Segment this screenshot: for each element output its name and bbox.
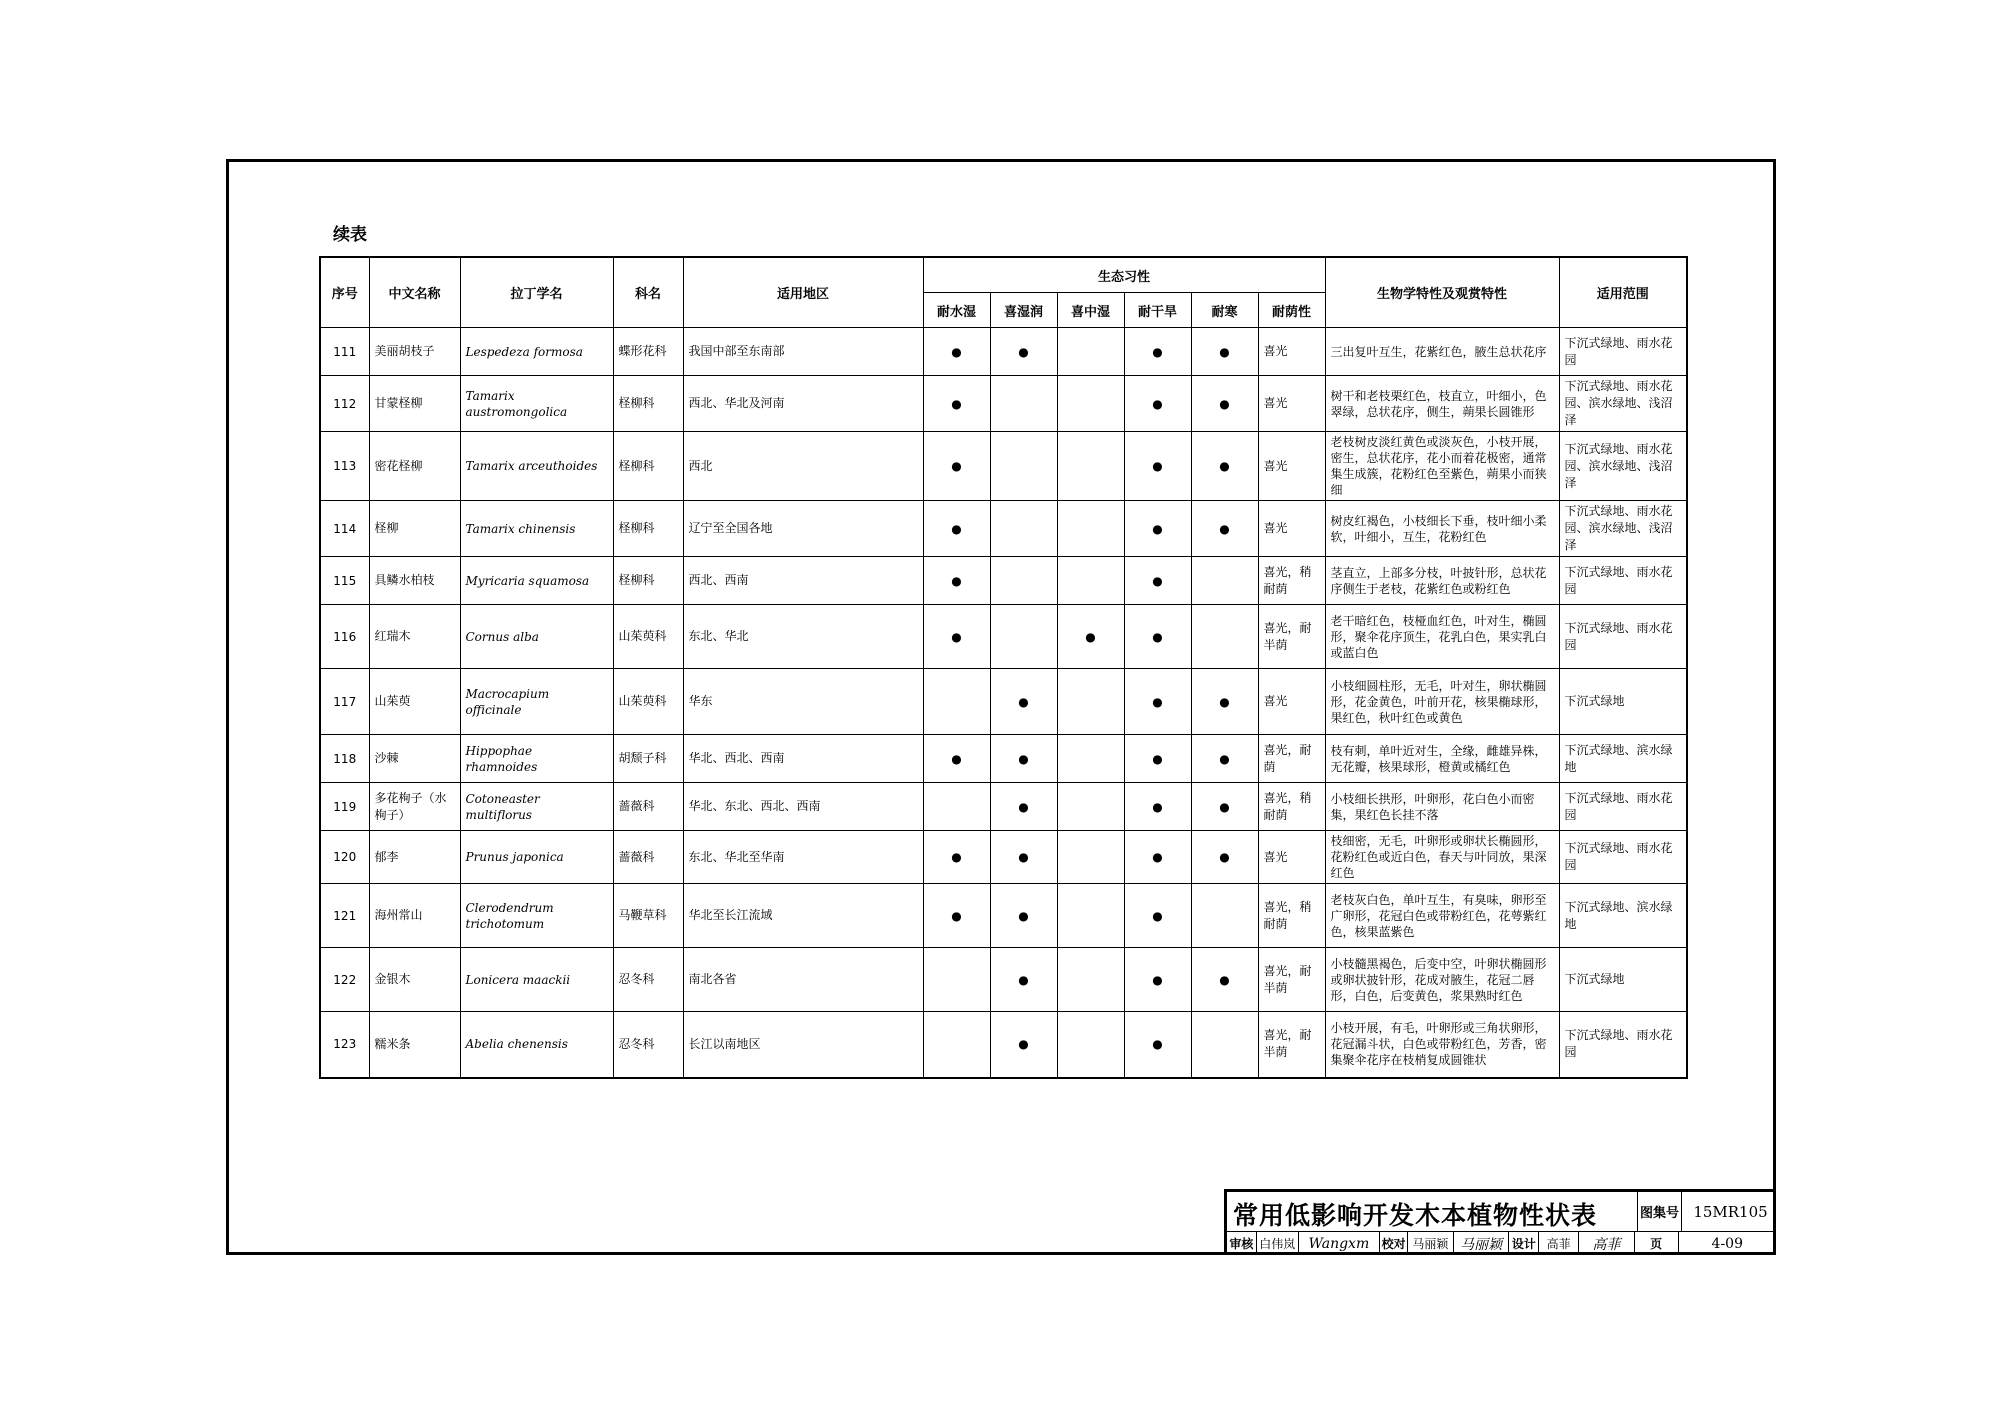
atlas-number: 15MR105: [1681, 1192, 1779, 1231]
table-row: [320, 605, 1687, 669]
table-row: [320, 328, 1687, 376]
chinese-name: 金银木: [369, 948, 460, 1012]
bio-description: 树干和老枝栗红色，枝直立，叶细小，色翠绿，总状花序，侧生，蒴果长圆锥形: [1325, 376, 1559, 432]
applicable-area: 西北、华北及河南: [683, 376, 923, 432]
table-row: [320, 884, 1687, 948]
application-scope: 下沉式绿地、雨水花园: [1559, 328, 1687, 376]
eco-moist-cell: [990, 557, 1057, 605]
eco-drought-cell: ●: [1124, 669, 1191, 735]
family-name: 柽柳科: [613, 501, 683, 557]
table-row: [320, 831, 1687, 884]
table-row: [320, 735, 1687, 783]
applicable-area: 长江以南地区: [683, 1012, 923, 1078]
checker-name: 马丽颖: [1408, 1232, 1454, 1255]
header-eco-medium: 喜中湿: [1057, 293, 1124, 328]
shade-tolerance: 喜光，耐半荫: [1258, 1012, 1325, 1078]
chinese-name: 海州常山: [369, 884, 460, 948]
applicable-area: 华北、东北、西北、西南: [683, 783, 923, 831]
designer-name: 高菲: [1539, 1232, 1579, 1255]
family-name: 马鞭草科: [613, 884, 683, 948]
row-number: 117: [320, 669, 369, 735]
eco-water-cell: ●: [923, 328, 990, 376]
application-scope: 下沉式绿地、雨水花园: [1559, 783, 1687, 831]
eco-cold-cell: ●: [1191, 783, 1258, 831]
eco-drought-cell: ●: [1124, 376, 1191, 432]
reviewer-name: 白伟岚: [1257, 1232, 1299, 1255]
family-name: 山茱萸科: [613, 605, 683, 669]
latin-name: Prunus japonica: [460, 831, 613, 884]
eco-water-cell: ●: [923, 376, 990, 432]
application-scope: 下沉式绿地、雨水花园、滨水绿地、浅沼泽: [1559, 501, 1687, 557]
family-name: 胡颓子科: [613, 735, 683, 783]
bio-description: 小枝细圆柱形，无毛，叶对生，卵状椭圆形，花金黄色，叶前开花，核果椭球形，果红色，秋叶红色或黄色: [1325, 669, 1559, 735]
row-number: 113: [320, 432, 369, 501]
eco-cold-cell: ●: [1191, 328, 1258, 376]
chinese-name: 沙棘: [369, 735, 460, 783]
row-number: 121: [320, 884, 369, 948]
eco-cold-cell: ●: [1191, 669, 1258, 735]
eco-moist-cell: ●: [990, 1012, 1057, 1078]
eco-medium-cell: [1057, 783, 1124, 831]
latin-name: Hippophae rhamnoides: [460, 735, 613, 783]
eco-drought-cell: ●: [1124, 831, 1191, 884]
row-number: 118: [320, 735, 369, 783]
eco-cold-cell: ●: [1191, 501, 1258, 557]
applicable-area: 西北、西南: [683, 557, 923, 605]
family-name: 柽柳科: [613, 557, 683, 605]
latin-name: Lespedeza formosa: [460, 328, 613, 376]
header-eco-cold: 耐寒: [1191, 293, 1258, 328]
chinese-name: 多花栒子（水栒子）: [369, 783, 460, 831]
page-number: 4-09: [1711, 1235, 1743, 1252]
shade-tolerance: 喜光: [1258, 831, 1325, 884]
eco-water-cell: [923, 1012, 990, 1078]
latin-name: Cornus alba: [460, 605, 613, 669]
table-row: [320, 1012, 1687, 1078]
bio-description: 三出复叶互生，花紫红色，腋生总状花序: [1325, 328, 1559, 376]
row-number: 119: [320, 783, 369, 831]
eco-cold-cell: ●: [1191, 948, 1258, 1012]
eco-cold-cell: [1191, 1012, 1258, 1078]
row-number: 123: [320, 1012, 369, 1078]
applicable-area: 华北至长江流域: [683, 884, 923, 948]
title-block-top: [1227, 1192, 1776, 1232]
eco-cold-cell: ●: [1191, 831, 1258, 884]
eco-cold-cell: ●: [1191, 376, 1258, 432]
chinese-name: 美丽胡枝子: [369, 328, 460, 376]
latin-name: Cotoneaster multiflorus: [460, 783, 613, 831]
bio-description: 小枝髓黑褐色，后变中空，叶卵状椭圆形或卵状披针形，花成对腋生，花冠二唇形，白色，后变黄色，浆果熟时红色: [1325, 948, 1559, 1012]
applicable-area: 辽宁至全国各地: [683, 501, 923, 557]
applicable-area: 东北、华北至华南: [683, 831, 923, 884]
family-name: 柽柳科: [613, 432, 683, 501]
row-number: 115: [320, 557, 369, 605]
eco-water-cell: ●: [923, 884, 990, 948]
eco-medium-cell: [1057, 669, 1124, 735]
title-block-bottom: [1227, 1232, 1776, 1258]
shade-tolerance: 喜光，耐半荫: [1258, 948, 1325, 1012]
application-scope: 下沉式绿地、滨水绿地: [1559, 735, 1687, 783]
chinese-name: 红瑞木: [369, 605, 460, 669]
checker-signature: 马丽颖: [1454, 1232, 1510, 1255]
eco-medium-cell: [1057, 328, 1124, 376]
review-label: 审核: [1227, 1232, 1257, 1255]
latin-name: Lonicera maackii: [460, 948, 613, 1012]
eco-medium-cell: [1057, 376, 1124, 432]
bio-description: 老枝树皮淡红黄色或淡灰色，小枝开展，密生，总状花序，花小而着花极密，通常集生成簇，花粉红色至紫色，蒴果小而狭细: [1325, 432, 1559, 501]
family-name: 蔷薇科: [613, 831, 683, 884]
designer-signature: 高菲: [1579, 1232, 1635, 1255]
atlas-label: 图集号: [1637, 1192, 1681, 1231]
family-name: 山茱萸科: [613, 669, 683, 735]
latin-name: Myricaria squamosa: [460, 557, 613, 605]
bio-description: 枝有刺，单叶近对生，全缘，雌雄异株，无花瓣，核果球形，橙黄或橘红色: [1325, 735, 1559, 783]
eco-medium-cell: [1057, 884, 1124, 948]
family-name: 忍冬科: [613, 1012, 683, 1078]
row-number: 114: [320, 501, 369, 557]
eco-moist-cell: ●: [990, 669, 1057, 735]
header-latin: 拉丁学名: [460, 257, 613, 328]
eco-drought-cell: ●: [1124, 1012, 1191, 1078]
eco-drought-cell: ●: [1124, 735, 1191, 783]
header-no: 序号: [320, 257, 369, 328]
header-eco-water: 耐水湿: [923, 293, 990, 328]
application-scope: 下沉式绿地、雨水花园: [1559, 831, 1687, 884]
page-label: 页: [1635, 1232, 1679, 1255]
table-row: [320, 501, 1687, 557]
shade-tolerance: 喜光，稍耐荫: [1258, 783, 1325, 831]
shade-tolerance: 喜光: [1258, 328, 1325, 376]
applicable-area: 南北各省: [683, 948, 923, 1012]
chinese-name: 糯米条: [369, 1012, 460, 1078]
shade-tolerance: 喜光: [1258, 376, 1325, 432]
applicable-area: 我国中部至东南部: [683, 328, 923, 376]
bio-description: 小枝细长拱形，叶卵形，花白色小而密集，果红色长挂不落: [1325, 783, 1559, 831]
reviewer-signature: Wangxm: [1299, 1232, 1381, 1255]
application-scope: 下沉式绿地、雨水花园: [1559, 557, 1687, 605]
eco-medium-cell: [1057, 948, 1124, 1012]
latin-name: Tamarix austromongolica: [460, 376, 613, 432]
eco-medium-cell: [1057, 501, 1124, 557]
eco-moist-cell: [990, 501, 1057, 557]
header-bio: 生物学特性及观赏特性: [1325, 257, 1559, 328]
row-number: 120: [320, 831, 369, 884]
eco-cold-cell: [1191, 557, 1258, 605]
shade-tolerance: 喜光，稍耐荫: [1258, 884, 1325, 948]
application-scope: 下沉式绿地、雨水花园、滨水绿地、浅沼泽: [1559, 432, 1687, 501]
eco-drought-cell: ●: [1124, 884, 1191, 948]
shade-tolerance: 喜光，耐荫: [1258, 735, 1325, 783]
header-eco-drought: 耐干旱: [1124, 293, 1191, 328]
eco-cold-cell: ●: [1191, 432, 1258, 501]
bio-description: 小枝开展，有毛，叶卵形或三角状卵形，花冠漏斗状，白色或带粉红色，芳香，密集聚伞花序在枝梢复成圆锥状: [1325, 1012, 1559, 1078]
eco-water-cell: [923, 669, 990, 735]
bio-description: 枝细密，无毛，叶卵形或卵状长椭圆形，花粉红色或近白色，春天与叶同放，果深红色: [1325, 831, 1559, 884]
shade-tolerance: 喜光，稍耐荫: [1258, 557, 1325, 605]
eco-medium-cell: [1057, 735, 1124, 783]
eco-water-cell: ●: [923, 557, 990, 605]
chinese-name: 密花柽柳: [369, 432, 460, 501]
family-name: 忍冬科: [613, 948, 683, 1012]
eco-drought-cell: ●: [1124, 328, 1191, 376]
latin-name: Tamarix chinensis: [460, 501, 613, 557]
eco-water-cell: ●: [923, 735, 990, 783]
eco-moist-cell: ●: [990, 831, 1057, 884]
eco-moist-cell: ●: [990, 328, 1057, 376]
application-scope: 下沉式绿地、雨水花园、滨水绿地、浅沼泽: [1559, 376, 1687, 432]
title-block: [1224, 1189, 1776, 1255]
bio-description: 树皮红褐色，小枝细长下垂，枝叶细小柔软，叶细小，互生，花粉红色: [1325, 501, 1559, 557]
eco-water-cell: [923, 948, 990, 1012]
plant-rows: [320, 328, 1687, 1078]
latin-name: Abelia chenensis: [460, 1012, 613, 1078]
eco-water-cell: ●: [923, 605, 990, 669]
check-label: 校对: [1380, 1232, 1408, 1255]
latin-name: Clerodendrum trichotomum: [460, 884, 613, 948]
header-area: 适用地区: [683, 257, 923, 328]
eco-water-cell: ●: [923, 432, 990, 501]
application-scope: 下沉式绿地、雨水花园: [1559, 605, 1687, 669]
eco-drought-cell: ●: [1124, 557, 1191, 605]
header-row-1: [320, 257, 1687, 293]
eco-drought-cell: ●: [1124, 501, 1191, 557]
row-number: 122: [320, 948, 369, 1012]
table-row: [320, 783, 1687, 831]
eco-cold-cell: [1191, 605, 1258, 669]
family-name: 蝶形花科: [613, 328, 683, 376]
application-scope: 下沉式绿地、滨水绿地: [1559, 884, 1687, 948]
header-eco-shade: 耐荫性: [1258, 293, 1325, 328]
latin-name: Macrocapium officinale: [460, 669, 613, 735]
shade-tolerance: 喜光: [1258, 669, 1325, 735]
eco-water-cell: [923, 783, 990, 831]
design-label: 设计: [1509, 1232, 1539, 1255]
applicable-area: 西北: [683, 432, 923, 501]
eco-moist-cell: ●: [990, 884, 1057, 948]
shade-tolerance: 喜光，耐半荫: [1258, 605, 1325, 669]
table-row: [320, 432, 1687, 501]
row-number: 116: [320, 605, 369, 669]
chinese-name: 甘蒙柽柳: [369, 376, 460, 432]
bio-description: 老干暗红色，枝桠血红色，叶对生，椭圆形，聚伞花序顶生，花乳白色，果实乳白或蓝白色: [1325, 605, 1559, 669]
eco-drought-cell: ●: [1124, 605, 1191, 669]
table-row: [320, 557, 1687, 605]
applicable-area: 华东: [683, 669, 923, 735]
eco-moist-cell: ●: [990, 948, 1057, 1012]
family-name: 蔷薇科: [613, 783, 683, 831]
application-scope: 下沉式绿地: [1559, 948, 1687, 1012]
applicable-area: 华北、西北、西南: [683, 735, 923, 783]
shade-tolerance: 喜光: [1258, 501, 1325, 557]
application-scope: 下沉式绿地: [1559, 669, 1687, 735]
applicable-area: 东北、华北: [683, 605, 923, 669]
eco-water-cell: ●: [923, 501, 990, 557]
chinese-name: 山茱萸: [369, 669, 460, 735]
chinese-name: 具鳞水柏枝: [369, 557, 460, 605]
header-eco-group: 生态习性: [923, 257, 1325, 293]
row-number: 112: [320, 376, 369, 432]
eco-moist-cell: [990, 605, 1057, 669]
eco-moist-cell: [990, 376, 1057, 432]
eco-cold-cell: ●: [1191, 735, 1258, 783]
table-row: [320, 376, 1687, 432]
row-number: 111: [320, 328, 369, 376]
application-scope: 下沉式绿地、雨水花园: [1559, 1012, 1687, 1078]
drawing-title: 常用低影响开发木本植物性状表: [1233, 1201, 1598, 1230]
header-scope: 适用范围: [1559, 257, 1687, 328]
table-row: [320, 669, 1687, 735]
header-cn-name: 中文名称: [369, 257, 460, 328]
shade-tolerance: 喜光: [1258, 432, 1325, 501]
header-family: 科名: [613, 257, 683, 328]
eco-cold-cell: [1191, 884, 1258, 948]
eco-moist-cell: [990, 432, 1057, 501]
eco-medium-cell: [1057, 432, 1124, 501]
eco-drought-cell: ●: [1124, 783, 1191, 831]
family-name: 柽柳科: [613, 376, 683, 432]
chinese-name: 柽柳: [369, 501, 460, 557]
header-eco-moist: 喜湿润: [990, 293, 1057, 328]
eco-moist-cell: ●: [990, 735, 1057, 783]
eco-drought-cell: ●: [1124, 948, 1191, 1012]
bio-description: 茎直立，上部多分枝，叶披针形，总状花序侧生于老枝，花紫红色或粉红色: [1325, 557, 1559, 605]
eco-medium-cell: [1057, 1012, 1124, 1078]
eco-drought-cell: ●: [1124, 432, 1191, 501]
bio-description: 老枝灰白色，单叶互生，有臭味，卵形至广卵形，花冠白色或带粉红色，花萼紫红色，核果蓝紫色: [1325, 884, 1559, 948]
eco-medium-cell: [1057, 557, 1124, 605]
table-row: [320, 948, 1687, 1012]
eco-moist-cell: ●: [990, 783, 1057, 831]
table-subtitle: 续表: [333, 225, 367, 245]
latin-name: Tamarix arceuthoides: [460, 432, 613, 501]
eco-water-cell: ●: [923, 831, 990, 884]
chinese-name: 郁李: [369, 831, 460, 884]
eco-medium-cell: [1057, 831, 1124, 884]
eco-medium-cell: ●: [1057, 605, 1124, 669]
plant-table: [319, 256, 1688, 1079]
